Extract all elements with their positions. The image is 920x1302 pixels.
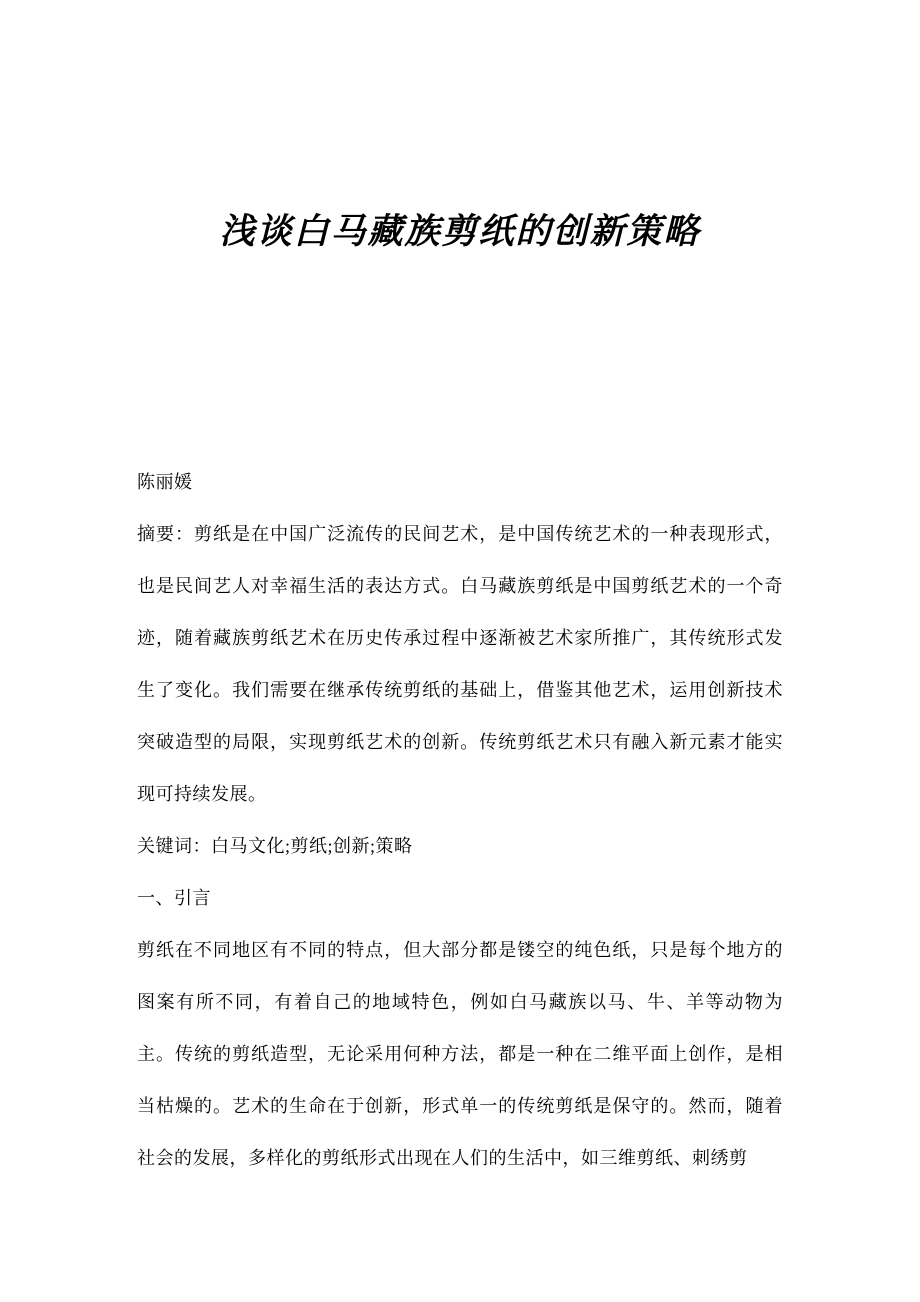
author-name: 陈丽媛 <box>137 472 193 492</box>
section-heading: 一、引言 <box>137 888 211 908</box>
abstract-paragraph: 摘要：剪纸是在中国广泛流传的民间艺术，是中国传统艺术的一种表现形式，也是民间艺人对幸福生活的表达方式。白马藏族剪纸是中国剪纸艺术的一个奇迹，随着藏族剪纸艺术在历史传承过程中逐渐被艺术家所推广，其传统形式发生了变化。我们需要在继承传统剪纸的基础上，借鉴其他艺术，运用创新技术突破造型的局限，实现剪纸艺术的创新。传统剪纸艺术只有融入新元素才能实现可持续发展。 <box>137 524 783 804</box>
body-paragraph: 剪纸在不同地区有不同的特点，但大部分都是镂空的纯色纸，只是每个地方的图案有所不同，有着自己的地域特色，例如白马藏族以马、牛、羊等动物为主。传统的剪纸造型，无论采用何种方法，都是一种在二维平面上创作，是相当枯燥的。艺术的生命在于创新，形式单一的传统剪纸是保守的。然而，随着社会的发展，多样化的剪纸形式出现在人们的生活中，如三维剪纸、刺绣剪 <box>137 940 783 1168</box>
document-title: 浅谈白马藏族剪纸的创新策略 <box>219 212 701 251</box>
keywords-line: 关键词：白马文化;剪纸;创新;策略 <box>137 836 413 856</box>
